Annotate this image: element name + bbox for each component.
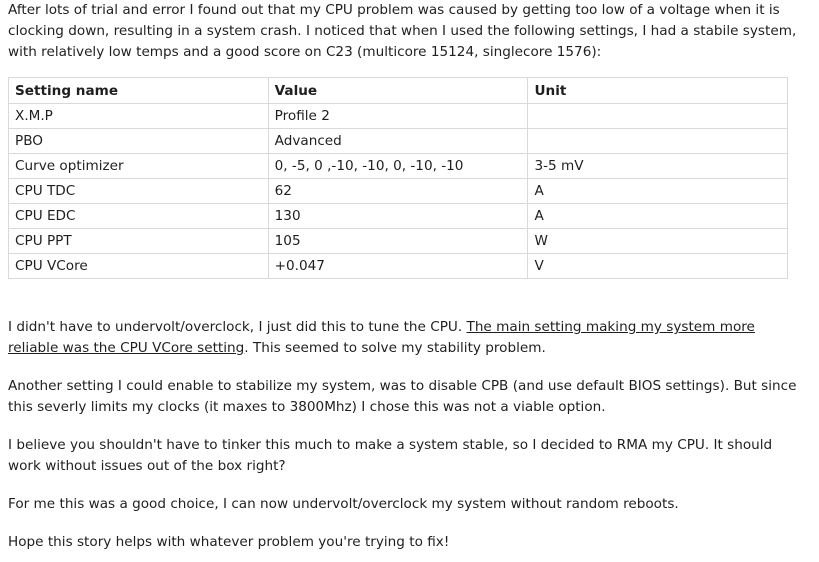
paragraph-text: I didn't have to undervolt/overclock, I just did this to tune the CPU. [8,319,467,335]
table-cell: +0.047 [268,254,528,279]
table-header-row [9,78,788,104]
table-cell: W [528,229,788,254]
paragraph: Another setting I could enable to stabilize my system, was to disable CPB (and use default BIOS settings). But since this severly limits my clocks (it maxes to 3800Mhz) I chose this was not a viable option. [8,378,797,415]
paragraph: Hope this story helps with whatever problem you're trying to fix! [8,534,450,550]
table-row [9,204,788,229]
paragraph: For me this was a good choice, I can now undervolt/overclock my system without random reboots. [8,496,679,512]
table-cell: CPU EDC [9,204,269,229]
table-cell: A [528,204,788,229]
table-cell: 130 [268,204,528,229]
table-cell: CPU TDC [9,179,269,204]
intro-paragraph: After lots of trial and error I found out that my CPU problem was caused by getting too low of a voltage when it is clocking down, resulting in a system crash. I noticed that when I used the following settings, I had a stabile system, with relatively low temps and a good score on C23 (multicore 15124, singlecore 1576): [8,2,797,60]
table-cell: Advanced [268,129,528,154]
table-cell: Curve optimizer [9,154,269,179]
table-row [9,229,788,254]
paragraph-text: . This seemed to solve my stability problem. [244,340,546,356]
table-row [9,179,788,204]
settings-table [8,77,788,279]
table-cell: X.M.P [9,104,269,129]
table-row [9,129,788,154]
table-cell: V [528,254,788,279]
table-row [9,154,788,179]
table-cell [528,104,788,129]
table-cell: Profile 2 [268,104,528,129]
table-row [9,104,788,129]
table-cell: A [528,179,788,204]
column-header: Unit [528,78,788,104]
table-cell: CPU PPT [9,229,269,254]
paragraph [8,317,808,359]
column-header: Value [268,78,528,104]
table-cell: CPU VCore [9,254,269,279]
column-header: Setting name [9,78,269,104]
table-cell: 3-5 mV [528,154,788,179]
vcore-setting-link[interactable]: The main setting making my system more reliable was the CPU VCore setting [8,319,755,356]
table-cell [528,129,788,154]
table-cell: 62 [268,179,528,204]
table-row [9,254,788,279]
table-cell: 105 [268,229,528,254]
table-cell: PBO [9,129,269,154]
paragraph: I believe you shouldn't have to tinker this much to make a system stable, so I decided to RMA my CPU. It should work without issues out of the box right? [8,437,773,474]
table-cell: 0, -5, 0 ,-10, -10, 0, -10, -10 [268,154,528,179]
